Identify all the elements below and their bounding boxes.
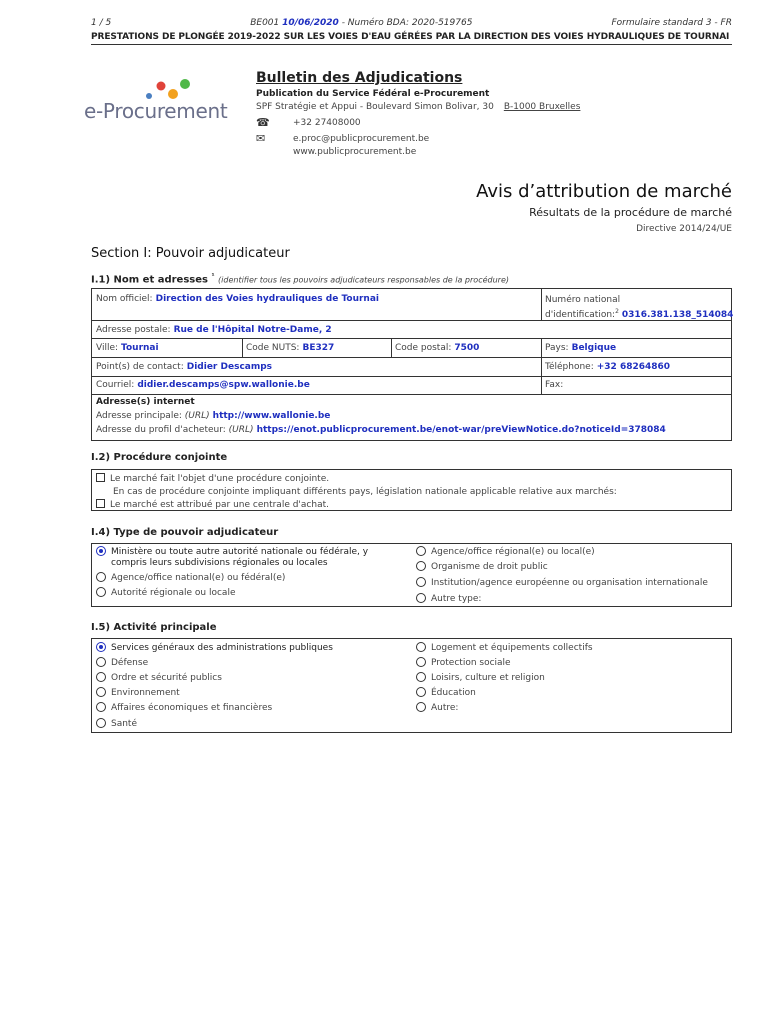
authority-ministry-label-cont: compris leurs subdivisions régionales ou locales <box>111 558 328 568</box>
radio-icon[interactable] <box>416 546 426 556</box>
publisher-address <box>256 102 580 112</box>
radio-icon[interactable] <box>416 642 426 652</box>
activity-economic-option[interactable] <box>96 702 272 713</box>
activity-public-order-option[interactable] <box>96 672 222 683</box>
joint-procedure-label: Le marché fait l'objet d'une procédure conjointe. <box>110 474 330 484</box>
activity-economic-label: Affaires économiques et financières <box>111 703 273 713</box>
national-id-value: 0316.381.138_514084 <box>621 310 734 320</box>
activity-leisure-option[interactable] <box>416 672 545 683</box>
page-number: 1 / 5 <box>91 18 112 28</box>
authority-other-option[interactable] <box>416 593 481 604</box>
publisher-web-row <box>256 147 416 157</box>
radio-icon[interactable] <box>96 702 106 712</box>
nuts-label: Code NUTS: <box>246 343 300 353</box>
email-cell <box>92 378 314 392</box>
authority-regional-option[interactable] <box>96 587 235 598</box>
authority-national-agency-label: Agence/office national(e) ou fédéral(e) <box>111 573 286 583</box>
joint-procedure-option[interactable] <box>96 473 329 484</box>
postal-address-value: Rue de l'Hôpital Notre-Dame, 2 <box>173 325 332 335</box>
postal-code-cell <box>391 341 483 355</box>
radio-icon[interactable] <box>96 687 106 697</box>
country-label: Pays: <box>545 343 569 353</box>
activity-general-services-label: Services généraux des administrations publiques <box>111 643 333 653</box>
authority-regional-agency-label: Agence/office régional(e) ou local(e) <box>431 547 595 557</box>
notice-title: Avis d’attribution de marché <box>476 181 732 202</box>
nuts-value: BE327 <box>302 343 335 353</box>
joint-procedure-note: En cas de procédure conjointe impliquant différents pays, législation nationale applicable relative aux marchés: <box>113 487 617 497</box>
nuts-cell <box>242 341 338 355</box>
form-type: Formulaire standard 3 - FR <box>611 18 732 28</box>
national-id-cell <box>541 292 733 323</box>
official-name-value: Direction des Voies hydrauliques de Tournai <box>155 294 379 304</box>
logo-dot-red <box>157 82 166 91</box>
buyer-profile-cell <box>92 423 670 437</box>
logo-dot-green <box>180 79 190 89</box>
radio-icon[interactable] <box>96 718 106 728</box>
authority-public-law-option[interactable] <box>416 561 548 572</box>
contact-value: Didier Descamps <box>186 362 273 372</box>
main-address-label: Adresse principale: <box>96 411 182 421</box>
email-value[interactable]: didier.descamps@spw.wallonie.be <box>137 380 310 390</box>
main-address-value[interactable]: http://www.wallonie.be <box>212 411 331 421</box>
central-purchasing-label: Le marché est attribué par une centrale d'achat. <box>110 500 329 510</box>
postal-code-value: 7500 <box>454 343 480 353</box>
authority-public-law-label: Organisme de droit public <box>431 562 548 572</box>
activity-environment-option[interactable] <box>96 687 180 698</box>
city-label: Ville: <box>96 343 119 353</box>
bulletin-title: Bulletin des Adjudications <box>256 70 463 86</box>
activity-other-option[interactable] <box>416 702 458 713</box>
radio-icon[interactable] <box>416 593 426 603</box>
activity-public-order-label: Ordre et sécurité publics <box>111 673 222 683</box>
phone-label: Téléphone: <box>545 362 594 372</box>
radio-icon[interactable] <box>96 672 106 682</box>
checkbox-icon[interactable] <box>96 499 105 508</box>
activity-defense-option[interactable] <box>96 657 148 668</box>
checkbox-icon[interactable] <box>96 473 105 482</box>
bda-number: - Numéro BDA: 2020-519765 <box>341 18 473 28</box>
buyer-profile-label: Adresse du profil d'acheteur: <box>96 425 226 435</box>
radio-icon[interactable] <box>416 687 426 697</box>
i1-label: I.1) Nom et adresses <box>91 274 208 286</box>
contact-cell <box>92 360 276 374</box>
radio-selected-icon[interactable] <box>96 546 106 556</box>
email-label: Courriel: <box>96 380 135 390</box>
radio-icon[interactable] <box>416 672 426 682</box>
i2-heading: I.2) Procédure conjointe <box>91 452 228 463</box>
publisher-phone-row <box>256 116 361 129</box>
radio-icon[interactable] <box>96 587 106 597</box>
i1-heading <box>91 272 509 285</box>
central-purchasing-option[interactable] <box>96 499 329 510</box>
i4-heading: I.4) Type de pouvoir adjudicateur <box>91 527 279 538</box>
publisher-city: B-1000 Bruxelles <box>503 102 581 112</box>
radio-icon[interactable] <box>416 702 426 712</box>
national-id-label: Numéro national d'identification: <box>545 295 621 320</box>
postal-code-label: Code postal: <box>395 343 452 353</box>
envelope-icon: ✉ <box>256 132 266 145</box>
document-title: PRESTATIONS DE PLONGÉE 2019-2022 SUR LES VOIES D'EAU GÉRÉES PAR LA DIRECTION DES VOIES HYDRAULIQUES DE TOURNAI <box>91 32 732 45</box>
activity-leisure-label: Loisirs, culture et religion <box>431 673 545 683</box>
authority-regional-agency-option[interactable] <box>416 546 595 557</box>
authority-national-agency-option[interactable] <box>96 572 285 583</box>
activity-housing-option[interactable] <box>416 642 593 653</box>
activity-social-option[interactable] <box>416 657 511 668</box>
authority-ministry-label: Ministère ou toute autre autorité nationale ou fédérale, y <box>111 547 369 557</box>
official-name-label: Nom officiel: <box>96 294 153 304</box>
publisher-email[interactable]: e.proc@publicprocurement.be <box>293 133 430 144</box>
ref-date: 10/06/2020 <box>282 18 339 28</box>
publisher-email-row <box>256 132 429 145</box>
postal-address-label: Adresse postale: <box>96 325 171 335</box>
activity-housing-label: Logement et équipements collectifs <box>431 643 593 653</box>
main-activity-box <box>91 638 732 733</box>
authority-european-option[interactable] <box>416 577 708 588</box>
country-cell <box>541 341 620 355</box>
reference <box>250 18 472 28</box>
activity-health-label: Santé <box>111 719 137 729</box>
fax-cell <box>541 378 567 392</box>
radio-selected-icon[interactable] <box>96 642 106 652</box>
fax-label: Fax: <box>545 380 564 390</box>
i1-note: (identifier tous les pouvoirs adjudicateurs responsables de la procédure) <box>218 275 509 285</box>
main-address-cell <box>92 409 334 423</box>
authority-european-label: Institution/agence européenne ou organisation internationale <box>431 578 708 588</box>
directive: Directive 2014/24/UE <box>636 224 732 234</box>
activity-general-services-option[interactable] <box>96 642 333 653</box>
publication-line: Publication du Service Fédéral e-Procurement <box>256 89 490 99</box>
url-tag: (URL) <box>228 425 254 435</box>
contact-label: Point(s) de contact: <box>96 362 184 372</box>
phone-icon: ☎ <box>256 116 270 129</box>
activity-education-option[interactable] <box>416 687 476 698</box>
radio-icon[interactable] <box>416 657 426 667</box>
national-id-footnote: 2 <box>615 308 619 315</box>
postal-address-cell <box>92 323 336 337</box>
joint-procedure-box <box>91 469 732 511</box>
i1-footnote: ¹ <box>211 272 215 280</box>
publisher-phone: +32 27408000 <box>293 117 361 128</box>
radio-icon[interactable] <box>96 572 106 582</box>
notice-subtitle: Résultats de la procédure de marché <box>529 206 732 219</box>
i5-heading: I.5) Activité principale <box>91 622 217 633</box>
authority-other-label: Autre type: <box>431 594 482 604</box>
section-title: Section I: Pouvoir adjudicateur <box>91 246 290 261</box>
radio-icon[interactable] <box>416 577 426 587</box>
publisher-street: SPF Stratégie et Appui - Boulevard Simon Bolivar, 30 <box>256 102 494 112</box>
city-cell <box>92 341 163 355</box>
authority-regional-label: Autorité régionale ou locale <box>111 588 236 598</box>
authority-ministry-option[interactable] <box>96 546 368 557</box>
activity-defense-label: Défense <box>111 658 149 668</box>
activity-health-option[interactable] <box>96 718 137 729</box>
buyer-profile-value[interactable]: https://enot.publicprocurement.be/enot-war/preViewNotice.do?noticeId=378084 <box>256 425 666 435</box>
activity-other-label: Autre: <box>431 703 459 713</box>
country-value: Belgique <box>571 343 617 353</box>
logo-text: e-Procurement <box>84 99 228 123</box>
activity-education-label: Éducation <box>431 688 476 698</box>
publisher-web[interactable]: www.publicprocurement.be <box>293 147 417 157</box>
phone-value: +32 68264860 <box>596 362 671 372</box>
address-table <box>91 288 732 441</box>
url-tag: (URL) <box>184 411 210 421</box>
activity-social-label: Protection sociale <box>431 658 511 668</box>
page-header <box>91 18 732 28</box>
official-name-cell <box>92 292 383 306</box>
authority-type-box <box>91 543 732 607</box>
ref-prefix: BE001 <box>250 18 280 28</box>
logo-dot-orange <box>168 89 178 99</box>
internet-label: Adresse(s) internet <box>96 397 195 407</box>
city-value: Tournai <box>121 343 159 353</box>
radio-icon[interactable] <box>416 561 426 571</box>
radio-icon[interactable] <box>96 657 106 667</box>
phone-cell <box>541 360 674 374</box>
activity-environment-label: Environnement <box>111 688 180 698</box>
